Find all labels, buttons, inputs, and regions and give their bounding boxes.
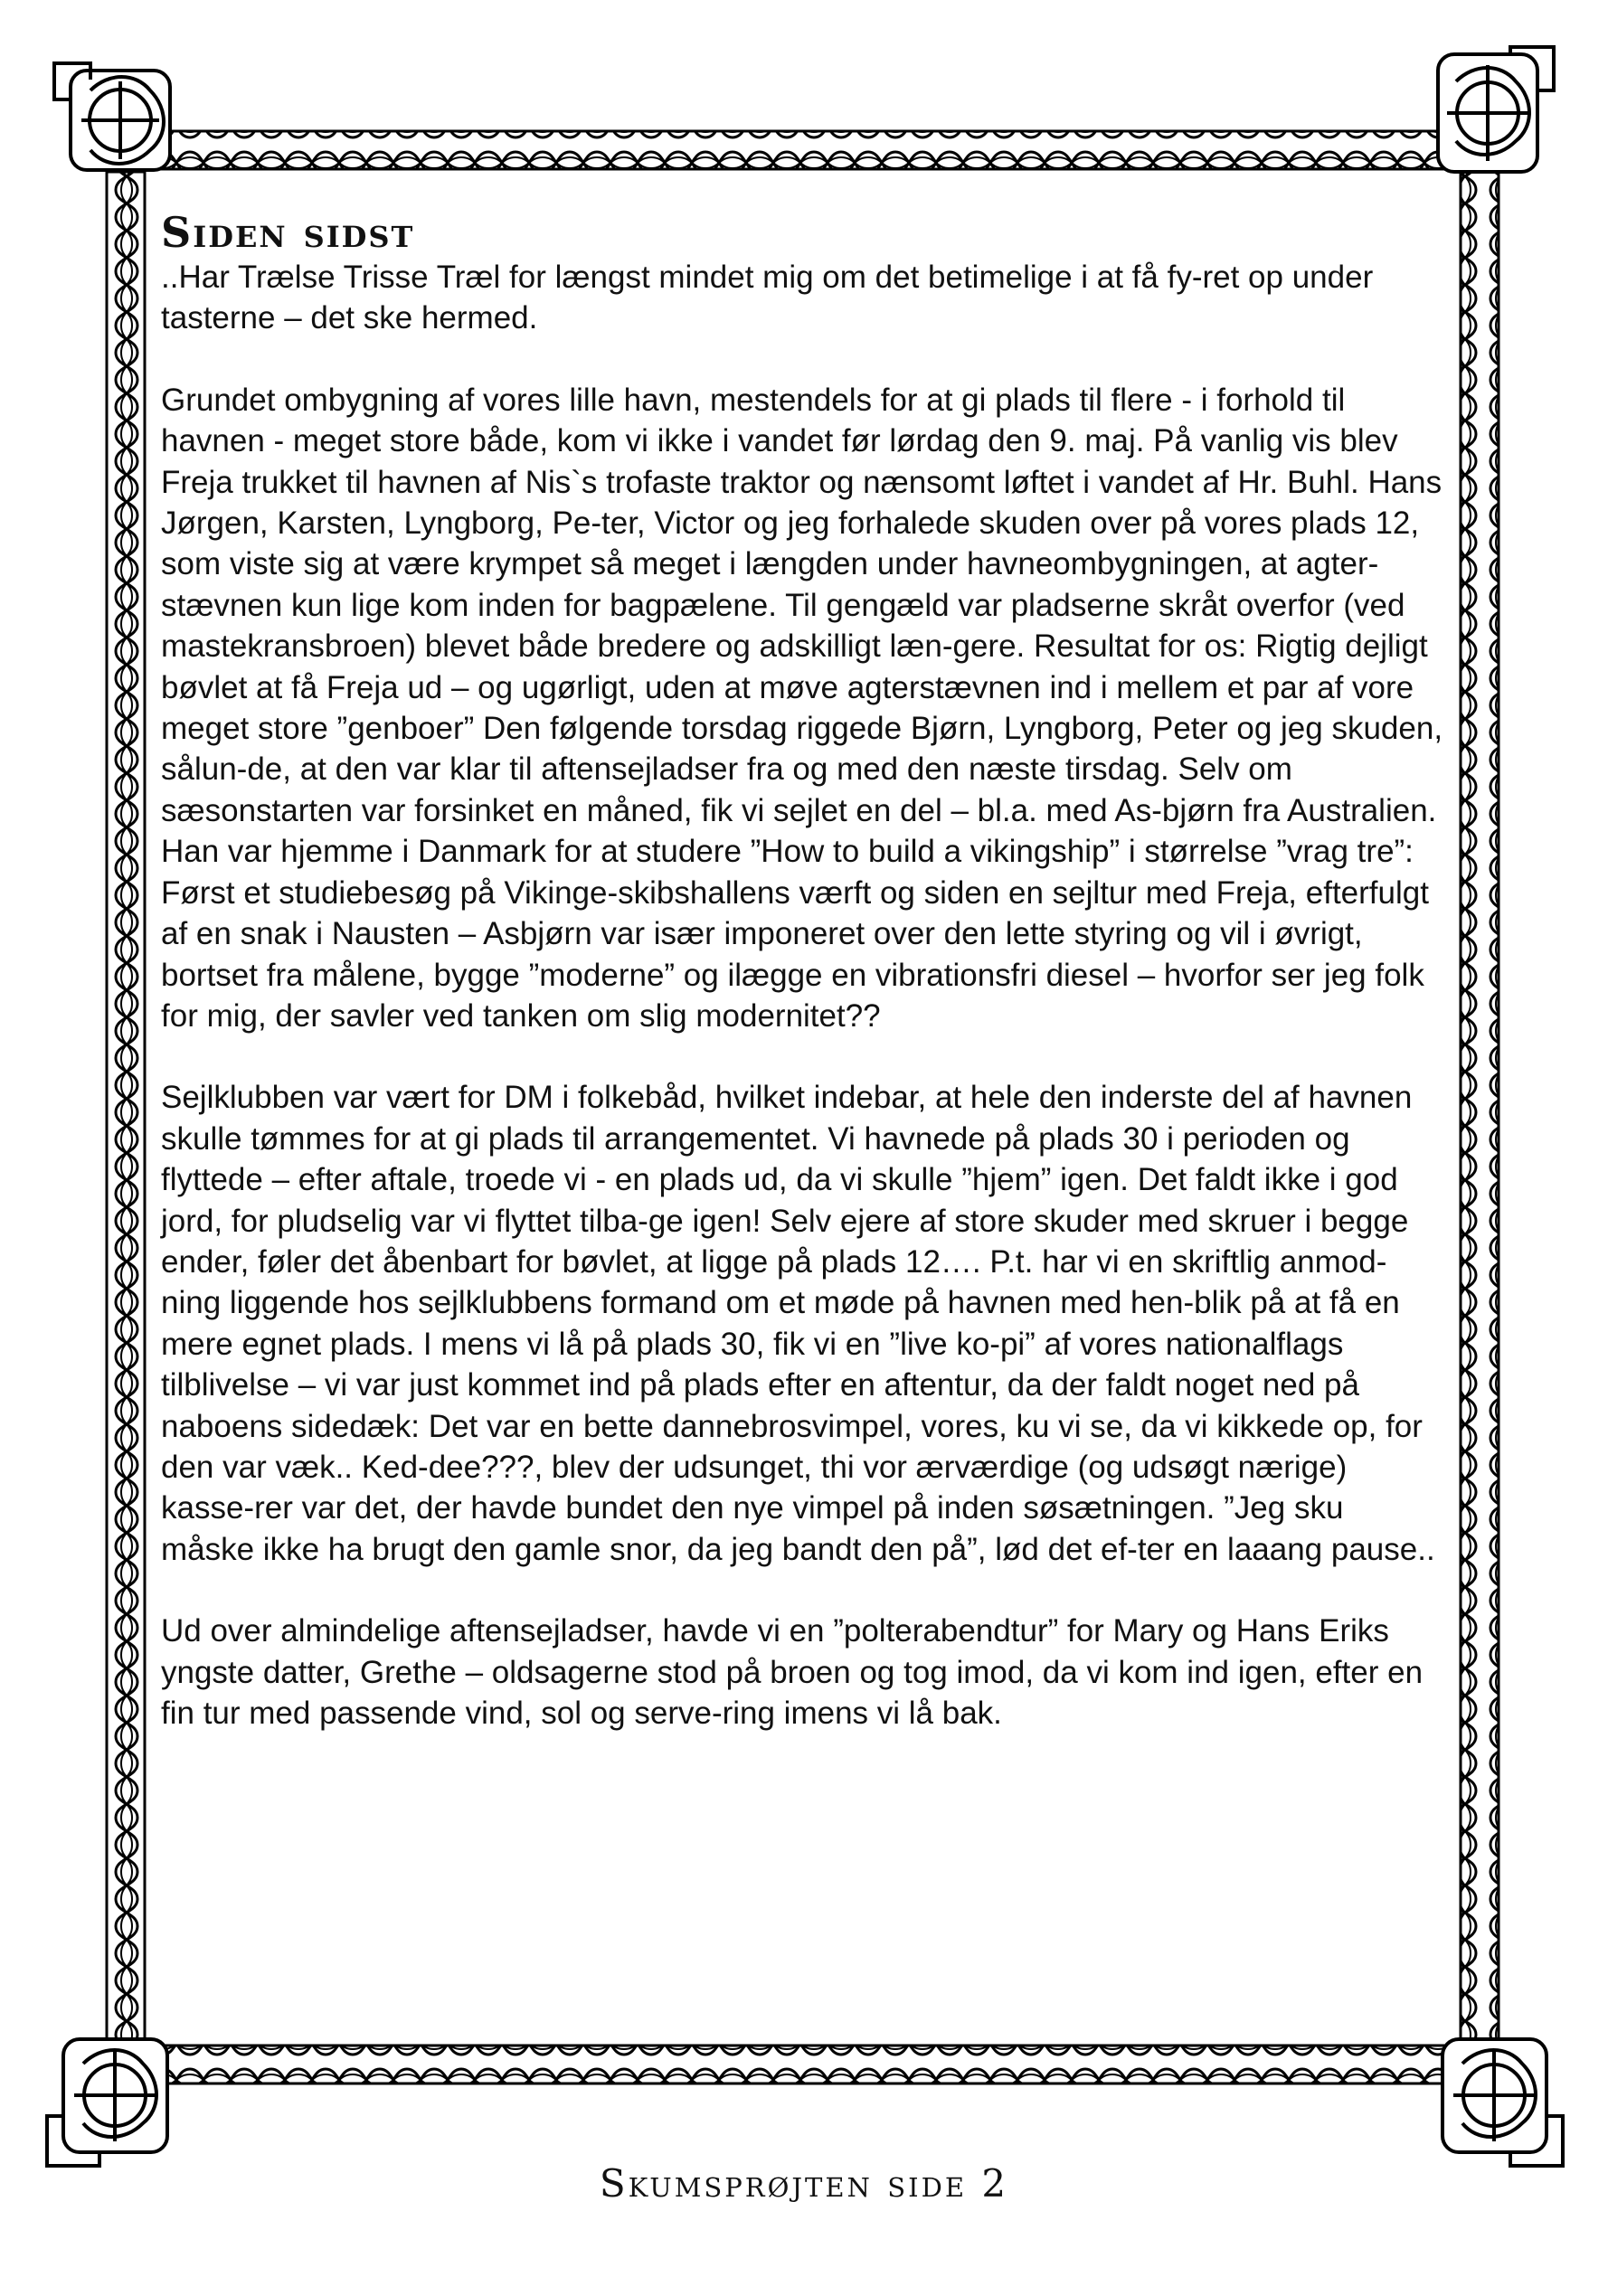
article-heading: Siden sidst [161, 208, 415, 257]
paragraph-dm-folkebaad: Sejlklubben var vært for DM i folkebåd, hvilket indebar, at hele den inderste del af havnen skulle tømmes for at gi plads til arrangementet. Vi havnede på plads 30 i perioden og flyttede – efter aftale, troede vi - en plads ud, da vi skulle ”hjem” igen. Det faldt ikke i god jord, for pludselig var vi flyttet tilba-ge igen! Selv ejere af store skuder med skruer i begge ender, føler det åbenbart for bøvlet, at ligge på plads 12…. P.t. har vi en skriftlig anmod-ning liggende hos sejlklubbens formand om et møde på havnen med hen-blik på at få en mere egnet plads. I mens vi lå på plads 30, fik vi en ”live ko-pi” af vores nationalflags tilblivelse – vi var just kommet ind på plads efter en aftentur, da der faldt noget ned på naboens sidedæk: Det var en bette dannebrosvimpel, vores, ku vi se, da vi kikkede op, for den var væk.. Ked-dee???, blev der udsunget, thi vor ærværdige (og udsøgt nærige) kasse-rer var det, der havde bundet den nye vimpel på inden søsætningen. ”Jeg sku måske ikke ha brugt den gamle snor, da jeg bandt den på”, lød det ef-ter en laaang pause.. [161, 1080, 1435, 1567]
right-braid-band [1461, 172, 1499, 2044]
corner-knot-top-left [54, 63, 170, 170]
corner-knot-bottom-right [1442, 2039, 1563, 2166]
left-braid-band [107, 172, 145, 2044]
article-body [161, 210, 1443, 1774]
corner-knot-top-right [1438, 47, 1554, 172]
top-braid-band [154, 131, 1456, 169]
corner-knot-bottom-left [47, 2039, 167, 2166]
paragraph-intro: ..Har Trælse Trisse Træl for længst mindet mig om det betimelige i at få fy-ret op under tasterne – det ske hermed. [161, 260, 1374, 336]
paragraph-launch: Grundet ombygning af vores lille havn, mestendels for at gi plads til flere - i forhold til havnen - meget store både, kom vi ikke i vandet før lørdag den 9. maj. På vanlig vis blev Freja trukket til havnen af Nis`s trofaste traktor og nænsomt løftet i vandet af Hr. Buhl. Hans Jørgen, Karsten, Lyngborg, Pe-ter, Victor og jeg forhalede skuden over på vores plads 12, som viste sig at være krympet så meget i længden under havneombygningen, at agter-stævnen kun lige kom inden for bagpælene. Til gengæld var pladserne skråt overfor (ved mastekransbroen) blevet både bredere og adskilligt læn-gere. Resultat for os: Rigtig dejligt bøvlet at få Freja ud – og ugørligt, uden at møve agterstævnen ind i mellem et par af vore meget store ”genboer” Den følgende torsdag riggede Bjørn, Lyngborg, Peter og jeg skuden, sålun-de, at den var klar til aftensejladser fra og med den næste tirsdag. Selv om sæsonstarten var forsinket en måned, fik vi sejlet en del – bl.a. med As-bjørn fra Australien. Han var hjemme i Danmark for at studere ”How to build a vikingship” i størrelse ”vrag tre”: Først et studiebesøg på Vikinge-skibshallens værft og siden en sejltur med Freja, efterfulgt af en snak i Nausten – Asbjørn var især imponeret over den lette styring og vil i øvrigt, bortset fra målene, bygge ”moderne” og ilægge en vibrationsfri diesel – hvorfor ser jeg folk for mig, der savler ved tanken om slig modernitet?? [161, 382, 1443, 1034]
bottom-braid-band [154, 2046, 1456, 2083]
page-footer: Skumsprøjten side 2 [599, 2161, 1009, 2206]
paragraph-polterabend: Ud over almindelige aftensejladser, havde vi en ”polterabendtur” for Mary og Hans Eriks yngste datter, Grethe – oldsagerne stod på broen og tog imod, da vi kom ind igen, efter en fin tur med passende vind, sol og serve-ring imens vi lå bak. [161, 1613, 1424, 1731]
